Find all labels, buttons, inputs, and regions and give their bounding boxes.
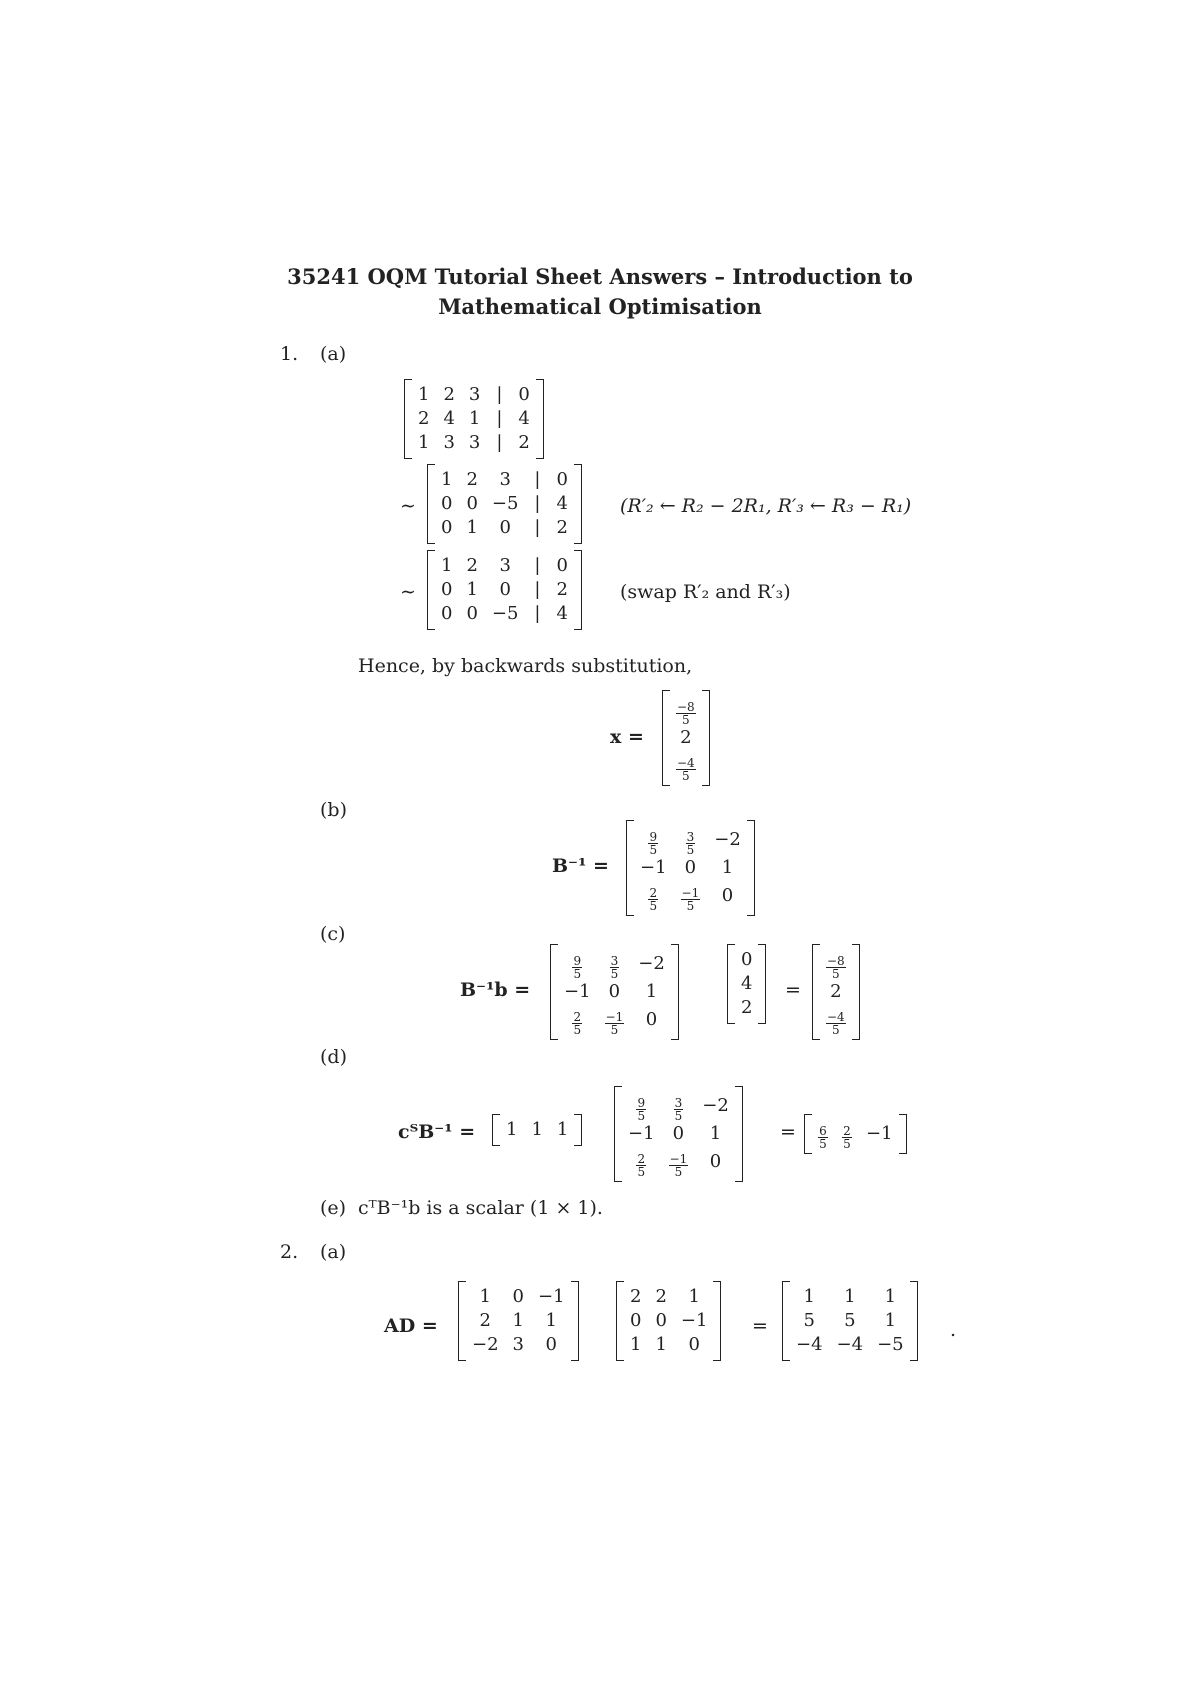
matrix-entry: 3	[512, 1334, 524, 1355]
matrix-entry: 0	[518, 384, 530, 405]
matrix-entry: −2	[472, 1334, 499, 1355]
fraction: $\frac{9}{5}$	[637, 1096, 646, 1123]
matrix-entry: 4	[556, 603, 568, 624]
matrix-grid	[735, 944, 758, 1024]
matrix-entry: 1	[441, 555, 453, 576]
matrix-entry: 0	[556, 469, 568, 490]
fraction: $\frac{-8}{5}$	[677, 700, 695, 727]
matrix-entry: 2	[479, 1310, 491, 1331]
binvb-binv-matrix	[550, 944, 679, 1040]
matrix-entry: 1	[556, 1119, 569, 1140]
fraction: $\frac{-4}{5}$	[827, 1010, 845, 1037]
fraction: $\frac{2}{5}$	[573, 1010, 582, 1037]
matrix-entry: 1	[441, 469, 453, 490]
matrix-entry	[609, 948, 619, 980]
matrix-entry: 3	[499, 469, 511, 490]
right-bracket	[536, 379, 544, 459]
matrix-entry	[636, 1090, 646, 1122]
fraction: $\frac{-1}{5}$	[681, 886, 700, 913]
left-bracket	[782, 1281, 790, 1361]
matrix-entry	[636, 1146, 646, 1178]
matrix-entry: −4	[836, 1334, 864, 1355]
fraction: $\frac{2}{5}$	[637, 1152, 646, 1179]
matrix-entry: 0	[466, 603, 478, 624]
matrix-entry: 4	[741, 973, 753, 994]
matrix-grid	[790, 1281, 910, 1361]
right-bracket	[574, 464, 582, 544]
matrix-entry: −1	[538, 1286, 565, 1307]
left-bracket	[492, 1114, 500, 1146]
matrix-entry: −2	[638, 953, 665, 974]
matrix-entry: |	[534, 555, 541, 576]
matrix-entry: 1	[803, 1286, 815, 1307]
part-1d-label: (d)	[320, 1046, 347, 1068]
matrix-entry: 1	[655, 1334, 667, 1355]
fraction: $\frac{3}{5}$	[610, 954, 619, 981]
title-line-1: 35241 OQM Tutorial Sheet Answers – Introduction to	[287, 264, 913, 289]
matrix-entry: −5	[491, 603, 519, 624]
part-1a-label: (a)	[320, 343, 347, 365]
matrix-grid	[624, 1281, 713, 1361]
matrix-entry: −1	[564, 981, 591, 1002]
fraction: $\frac{-1}{5}$	[669, 1152, 688, 1179]
matrix-entry: |	[534, 579, 541, 600]
row-equivalence-symbol-2: ∼	[400, 581, 416, 603]
solution-vector-x	[662, 690, 710, 786]
period: .	[950, 1319, 957, 1341]
matrix-entry: |	[534, 603, 541, 624]
matrix-entry	[826, 948, 846, 980]
right-bracket	[713, 1281, 721, 1361]
left-bracket	[427, 464, 435, 544]
part-1e-text: cᵀB⁻¹b is a scalar (1 × 1).	[358, 1197, 603, 1219]
binv-lhs: B⁻¹ =	[552, 855, 609, 877]
matrix-entry	[673, 1090, 683, 1122]
left-bracket	[404, 379, 412, 459]
matrix-entry: 0	[466, 493, 478, 514]
matrix-entry	[648, 824, 658, 856]
matrix-entry: 4	[556, 493, 568, 514]
binvb-result-vector	[812, 944, 860, 1040]
matrix-entry: 5	[844, 1310, 856, 1331]
matrix-entry: 0	[741, 949, 753, 970]
matrix-entry	[818, 1118, 828, 1150]
matrix-entry: 1	[545, 1310, 557, 1331]
matrix-entry: 2	[518, 432, 530, 453]
fraction: $\frac{2}{5}$	[843, 1124, 851, 1151]
matrix-entry: 3	[499, 555, 511, 576]
matrix-entry: −2	[714, 829, 741, 850]
matrix-entry: 2	[630, 1286, 642, 1307]
matrix-entry: 0	[672, 1123, 685, 1144]
matrix-entry	[605, 1004, 625, 1036]
matrix-entry: 1	[531, 1119, 543, 1140]
matrix-entry: 1	[630, 1334, 642, 1355]
left-bracket	[427, 550, 435, 630]
left-bracket	[662, 690, 670, 786]
part-2a-label: (a)	[320, 1241, 347, 1263]
matrix-entry: −1	[640, 857, 667, 878]
left-bracket	[812, 944, 820, 1040]
equals-sign-2a: =	[752, 1315, 768, 1337]
left-bracket	[458, 1281, 466, 1361]
matrix-grid	[820, 944, 852, 1040]
matrix-entry: 0	[608, 981, 621, 1002]
matrix-grid	[812, 1114, 899, 1154]
matrix-entry: 0	[721, 885, 734, 906]
matrix-entry	[669, 1146, 689, 1178]
matrix-entry: 1	[688, 1286, 700, 1307]
matrix-entry: |	[534, 469, 541, 490]
matrix-entry: 3	[468, 384, 481, 405]
c-transpose-row	[492, 1114, 582, 1146]
augmented-matrix-3	[427, 550, 582, 630]
matrix-entry: 2	[466, 555, 478, 576]
matrix-entry: 1	[466, 579, 478, 600]
matrix-entry: 1	[645, 981, 658, 1002]
ctbinv-lhs: cᵀB⁻¹ =	[398, 1121, 476, 1143]
matrix-entry: 0	[545, 1334, 557, 1355]
left-bracket	[614, 1086, 622, 1182]
binvb-lhs: B⁻¹b =	[460, 979, 531, 1001]
matrix-entry: 1	[479, 1286, 491, 1307]
ctbinv-result-row	[804, 1114, 907, 1154]
matrix-entry: −4	[796, 1334, 823, 1355]
document-title	[0, 262, 1200, 322]
matrix-entry: 0	[499, 517, 511, 538]
matrix-entry: −1	[680, 1310, 708, 1331]
matrix-entry	[826, 1004, 846, 1036]
augmented-matrix-1	[404, 379, 544, 459]
right-bracket	[574, 1114, 582, 1146]
fraction: $\frac{-1}{5}$	[605, 1010, 624, 1037]
matrix-entry: 0	[630, 1310, 642, 1331]
matrix-entry: 1	[506, 1119, 518, 1140]
matrix-entry	[648, 880, 658, 912]
right-bracket	[571, 1281, 579, 1361]
right-bracket	[671, 944, 679, 1040]
matrix-entry: −1	[866, 1123, 893, 1144]
matrix-entry: 1	[884, 1310, 897, 1331]
matrix-entry: 1	[418, 432, 430, 453]
row-operation-note-1: (R′₂ ← R₂ − 2R₁, R′₃ ← R₃ − R₁)	[620, 495, 912, 517]
left-bracket	[804, 1114, 812, 1154]
matrix-entry: |	[496, 384, 503, 405]
matrix-grid	[435, 550, 574, 630]
matrix-entry: 1	[844, 1286, 856, 1307]
matrix-entry: 2	[466, 469, 478, 490]
matrix-grid	[670, 690, 702, 786]
question-1-number: 1.	[280, 343, 299, 365]
matrix-entry: 1	[512, 1310, 524, 1331]
matrix-entry	[842, 1118, 852, 1150]
matrix-entry: |	[496, 408, 503, 429]
matrix-entry	[676, 750, 696, 782]
matrix-entry: 1	[884, 1286, 897, 1307]
equals-sign-c: =	[785, 979, 801, 1001]
matrix-a	[458, 1281, 579, 1361]
question-2-number: 2.	[280, 1241, 299, 1263]
matrix-entry	[572, 948, 582, 980]
matrix-entry: 2	[418, 408, 430, 429]
title-line-2: Mathematical Optimisation	[438, 294, 762, 319]
row-equivalence-symbol-1: ∼	[400, 495, 416, 517]
matrix-grid	[412, 379, 536, 459]
fraction: $\frac{9}{5}$	[649, 830, 658, 857]
left-bracket	[616, 1281, 624, 1361]
matrix-entry: 0	[441, 579, 453, 600]
matrix-entry: 0	[684, 857, 697, 878]
matrix-entry	[685, 824, 695, 856]
matrix-d	[616, 1281, 721, 1361]
matrix-grid	[435, 464, 574, 544]
right-bracket	[852, 944, 860, 1040]
matrix-entry: 0	[655, 1310, 667, 1331]
matrix-entry: 3	[468, 432, 481, 453]
matrix-entry: 0	[645, 1009, 658, 1030]
fraction: $\frac{3}{5}$	[686, 830, 695, 857]
matrix-entry: |	[496, 432, 503, 453]
fraction: $\frac{9}{5}$	[573, 954, 582, 981]
matrix-entry: 1	[466, 517, 478, 538]
row-operation-note-2: (swap R′₂ and R′₃)	[620, 581, 791, 603]
matrix-entry: 4	[518, 408, 530, 429]
matrix-entry: 2	[680, 727, 692, 748]
matrix-entry	[676, 694, 696, 726]
backwards-substitution-text: Hence, by backwards substitution,	[358, 655, 693, 677]
right-bracket	[758, 944, 766, 1024]
part-1b-label: (b)	[320, 799, 347, 821]
matrix-entry: 0	[556, 555, 568, 576]
matrix-entry: 5	[803, 1310, 815, 1331]
matrix-entry: −2	[702, 1095, 729, 1116]
matrix-entry: 2	[741, 997, 753, 1018]
matrix-entry: 4	[443, 408, 455, 429]
right-bracket	[899, 1114, 907, 1154]
fraction: $\frac{-8}{5}$	[827, 954, 845, 981]
matrix-entry	[572, 1004, 582, 1036]
x-lhs: x =	[610, 726, 644, 748]
matrix-entry: 2	[830, 981, 842, 1002]
matrix-entry: 3	[443, 432, 455, 453]
ctbinv-binv-matrix	[614, 1086, 743, 1182]
right-bracket	[574, 550, 582, 630]
matrix-entry: 0	[441, 603, 453, 624]
matrix-grid	[558, 944, 671, 1040]
ad-lhs: AD =	[384, 1315, 438, 1337]
matrix-entry: 0	[499, 579, 511, 600]
equals-sign-d: =	[780, 1121, 796, 1143]
matrix-entry: −1	[628, 1123, 655, 1144]
matrix-entry: 0	[688, 1334, 700, 1355]
matrix-entry: 1	[721, 857, 734, 878]
left-bracket	[626, 820, 634, 916]
left-bracket	[727, 944, 735, 1024]
b-vector	[727, 944, 766, 1024]
fraction: $\frac{-4}{5}$	[677, 756, 695, 783]
right-bracket	[747, 820, 755, 916]
matrix-entry: −5	[491, 493, 519, 514]
matrix-entry	[681, 880, 701, 912]
matrix-entry: 2	[556, 517, 568, 538]
part-1c-label: (c)	[320, 923, 346, 945]
part-1e-label: (e)	[320, 1197, 347, 1219]
left-bracket	[550, 944, 558, 1040]
matrix-grid	[622, 1086, 735, 1182]
right-bracket	[735, 1086, 743, 1182]
matrix-entry: 0	[512, 1286, 524, 1307]
matrix-grid	[634, 820, 747, 916]
right-bracket	[910, 1281, 918, 1361]
matrix-entry: |	[534, 517, 541, 538]
matrix-entry: 1	[468, 408, 481, 429]
matrix-grid	[466, 1281, 571, 1361]
fraction: $\frac{3}{5}$	[674, 1096, 683, 1123]
matrix-entry: 2	[443, 384, 455, 405]
matrix-entry: −5	[877, 1334, 904, 1355]
fraction: $\frac{2}{5}$	[649, 886, 658, 913]
augmented-matrix-2	[427, 464, 582, 544]
matrix-entry: 2	[655, 1286, 667, 1307]
fraction: $\frac{6}{5}$	[819, 1124, 827, 1151]
matrix-grid	[500, 1114, 574, 1146]
matrix-entry: 0	[441, 517, 453, 538]
matrix-entry: |	[534, 493, 541, 514]
right-bracket	[702, 690, 710, 786]
matrix-entry: 0	[441, 493, 453, 514]
matrix-entry: 0	[709, 1151, 722, 1172]
b-inverse-matrix	[626, 820, 755, 916]
matrix-entry: 1	[418, 384, 430, 405]
matrix-entry: 2	[556, 579, 568, 600]
matrix-entry: 1	[709, 1123, 722, 1144]
matrix-ad	[782, 1281, 918, 1361]
